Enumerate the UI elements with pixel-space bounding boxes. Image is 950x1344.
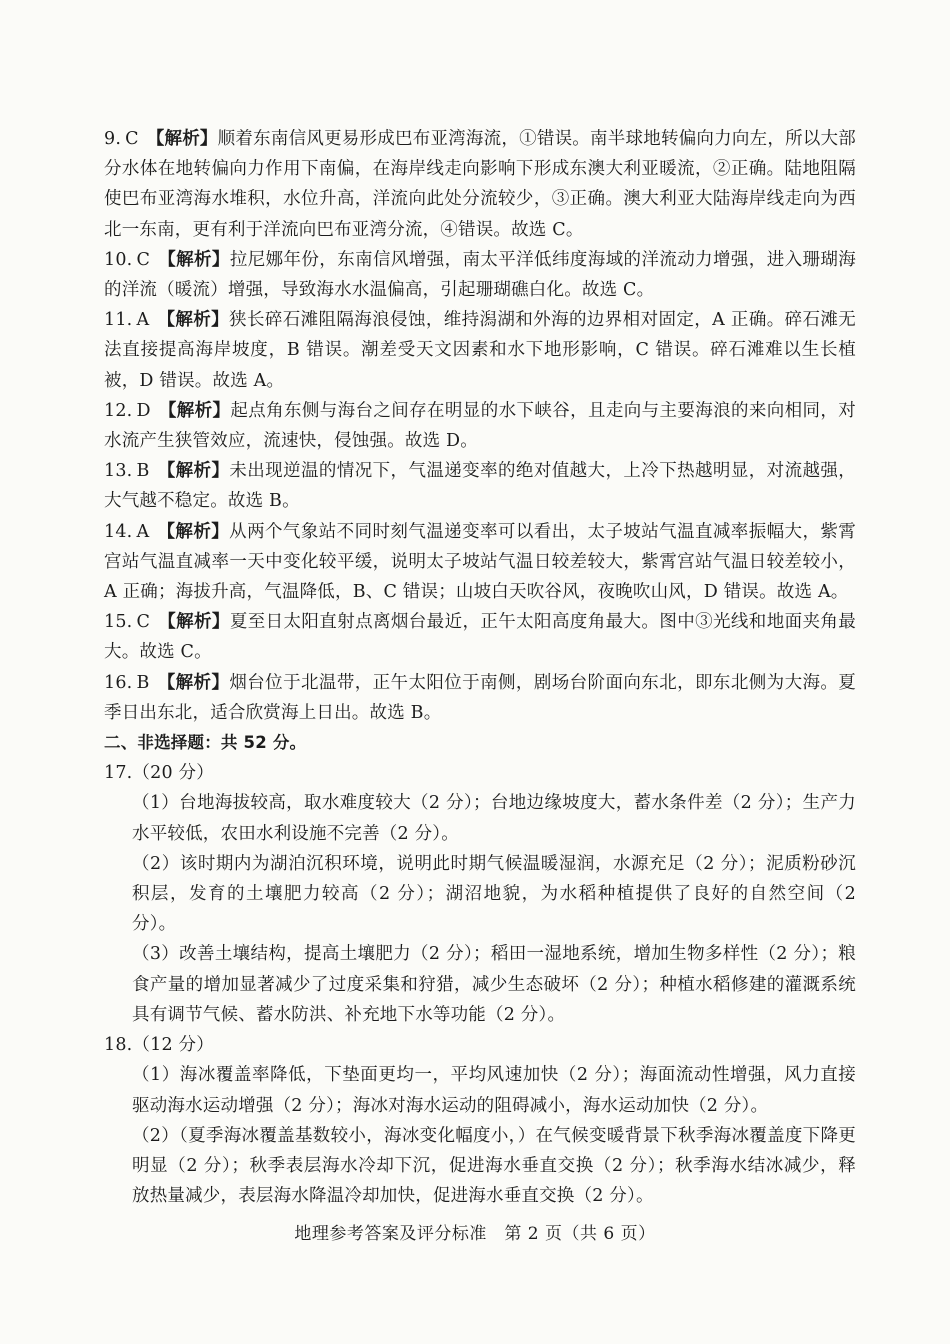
answer-choice: B [136,672,150,693]
analysis-text: 狭长碎石滩阻隔海浪侵蚀，维持潟湖和外海的边界相对固定，A 正确。碎石滩无法直接提高海岸坡度，B 错误。潮差受天文因素和水下地形影响，C 错误。碎石滩难以生长植被，D 错误。故选 A。 [104,310,856,391]
answer-choice: A [136,521,150,542]
question-17-head: 17.（20 分） [104,763,214,784]
analysis-text: 顺着东南信风更易形成巴布亚湾海流，①错误。南半球地转偏向力向左，所以大部分水体在地转偏向力作用下南偏，在海岸线走向影响下形成东澳大利亚暖流，②正确。陆地阻隔使巴布亚湾海水堆积，水位升高，洋流向此处分流较少，③正确。澳大利亚大陆海岸线走向为西北一东南，更有利于洋流向巴布亚湾分流，④错误。故选 C。 [104,129,856,240]
question-number: 10. [104,249,133,270]
question-18-part-2: （2）（夏季海冰覆盖基数较小，海冰变化幅度小，）在气候变暖背景下秋季海冰覆盖度下降更明显（2 分）；秋季表层海水冷却下沉，促进海水垂直交换（2 分）；秋季海水结冰减少，释放热量减少，表层海水降温冷却加快，促进海水垂直交换（2 分）。 [132,1125,856,1207]
section-title: 二、非选择题：共 52 分。 [104,733,307,753]
question-number: 14. [104,521,133,542]
analysis-text: 从两个气象站不同时刻气温递变率可以看出，太子坡站气温直减率振幅大，紫霄宫站气温直减率一天中变化较平缓，说明太子坡站气温日较差较大，紫霄宫站气温日较差较小，A 正确；海拔升高，气温降低，B、C 错误；山坡白天吹谷风，夜晚吹山风，D 错误。故选 A。 [104,521,856,603]
question-18-part-1: （1）海冰覆盖率降低，下垫面更均一，平均风速加快（2 分）；海面流动性增强，风力直接驱动海水运动增强（2 分）；海冰对海水运动的阻碍减小，海水运动加快（2 分）。 [132,1065,856,1116]
question-17-part-2: （2）该时期内为湖泊沉积环境，说明此时期气候温暖湿润，水源充足（2 分）；泥质粉砂沉积层，发育的土壤肥力较高（2 分）；湖沼地貌，为水稻种植提供了良好的自然空间（2 分）。 [132,853,856,935]
page-footer: 地理参考答案及评分标准 第 2 页（共 6 页） [294,1224,656,1244]
analysis-tag: 【解析】 [158,400,231,421]
analysis-text: 烟台位于北温带，正午太阳位于南侧，剧场台阶面向东北，即东北侧为大海。夏季日出东北，适合欣赏海上日出。故选 B。 [104,672,856,723]
answer-content [104,124,856,1211]
analysis-tag: 【解析】 [158,612,230,633]
answer-item-11 [104,305,856,396]
analysis-tag: 【解析】 [146,129,218,149]
answer-choice: C [136,612,151,633]
analysis-text: 夏至日太阳直射点离烟台最近，正午太阳高度角最大。图中③光线和地面夹角最大。故选 C。 [104,612,856,663]
answer-choice: B [136,461,150,482]
question-number: 13. [104,461,133,482]
answer-item-12 [104,396,856,456]
analysis-tag: 【解析】 [157,521,230,542]
analysis-text: 起点角东侧与海台之间存在明显的水下峡谷，且走向与主要海浪的来向相同，对水流产生狭管效应，流速快，侵蚀强。故选 D。 [104,400,856,452]
answer-item-10 [104,245,856,305]
question-17-part-3: （3）改善土壤结构，提高土壤肥力（2 分）；稻田一湿地系统，增加生物多样性（2 分）；粮食产量的增加显著减少了过度采集和狩猎，减少生态破坏（2 分）；种植水稻修建的灌溉系统具有调节气候、蓄水防洪、补充地下水等功能（2 分）。 [132,944,856,1025]
answer-choice: C [125,129,139,149]
answer-item-16 [104,668,856,728]
analysis-tag: 【解析】 [157,461,230,482]
analysis-tag: 【解析】 [158,249,230,270]
analysis-text: 拉尼娜年份，东南信风增强，南太平洋低纬度海域的洋流动力增强，进入珊瑚海的洋流（暖流）增强，导致海水水温偏高，引起珊瑚礁白化。故选 C。 [104,249,856,301]
question-number: 12. [104,400,133,421]
answer-choice: D [136,400,151,421]
question-number: 9. [104,129,122,149]
answer-choice: A [136,310,150,331]
question-number: 11. [104,310,133,331]
question-number: 15. [104,612,133,633]
answer-item-15 [104,607,856,667]
answer-choice: C [136,249,151,270]
analysis-tag: 【解析】 [157,310,230,331]
answer-item-13 [104,456,856,516]
question-18-head: 18.（12 分） [104,1035,214,1056]
answer-item-14 [104,517,856,608]
analysis-tag: 【解析】 [157,672,230,693]
question-17-part-1: （1）台地海拔较高，取水难度较大（2 分）；台地边缘坡度大，蓄水条件差（2 分）；生产力水平较低，农田水利设施不完善（2 分）。 [132,793,856,844]
answer-item-9 [104,124,856,245]
analysis-text: 未出现逆温的情况下，气温递变率的绝对值越大，上冷下热越明显，对流越强，大气越不稳定。故选 B。 [104,461,856,512]
question-number: 16. [104,672,133,693]
